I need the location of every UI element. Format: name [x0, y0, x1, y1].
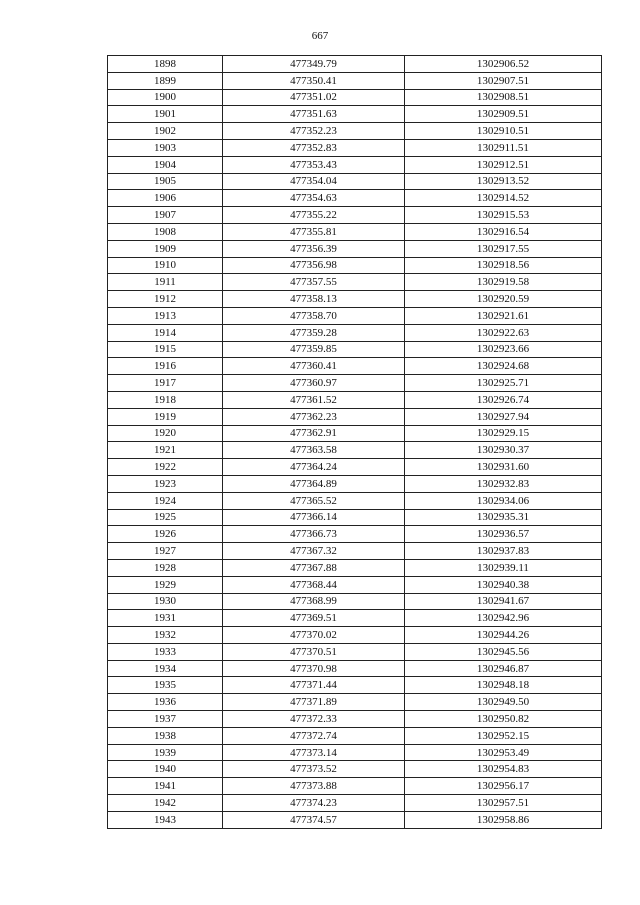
x-coordinate-cell: 477351.02 — [223, 89, 405, 106]
y-coordinate-cell: 1302929.15 — [405, 425, 602, 442]
x-coordinate-cell: 477372.33 — [223, 711, 405, 728]
table-row — [108, 391, 602, 408]
y-coordinate-cell: 1302958.86 — [405, 811, 602, 828]
x-coordinate-cell: 477354.04 — [223, 173, 405, 190]
point-number-cell: 1940 — [108, 761, 223, 778]
table-row — [108, 610, 602, 627]
y-coordinate-cell: 1302926.74 — [405, 391, 602, 408]
point-number-cell: 1916 — [108, 358, 223, 375]
table-row — [108, 207, 602, 224]
point-number-cell: 1939 — [108, 744, 223, 761]
x-coordinate-cell: 477374.23 — [223, 795, 405, 812]
x-coordinate-cell: 477354.63 — [223, 190, 405, 207]
table-row — [108, 425, 602, 442]
x-coordinate-cell: 477370.02 — [223, 627, 405, 644]
point-number-cell: 1912 — [108, 291, 223, 308]
y-coordinate-cell: 1302936.57 — [405, 526, 602, 543]
table-row — [108, 744, 602, 761]
table-row — [108, 627, 602, 644]
point-number-cell: 1899 — [108, 72, 223, 89]
x-coordinate-cell: 477372.74 — [223, 727, 405, 744]
x-coordinate-cell: 477364.89 — [223, 475, 405, 492]
x-coordinate-cell: 477373.88 — [223, 778, 405, 795]
point-number-cell: 1901 — [108, 106, 223, 123]
point-number-cell: 1910 — [108, 257, 223, 274]
x-coordinate-cell: 477369.51 — [223, 610, 405, 627]
table-row — [108, 559, 602, 576]
point-number-cell: 1923 — [108, 475, 223, 492]
x-coordinate-cell: 477374.57 — [223, 811, 405, 828]
y-coordinate-cell: 1302950.82 — [405, 711, 602, 728]
point-number-cell: 1911 — [108, 274, 223, 291]
table-row — [108, 475, 602, 492]
y-coordinate-cell: 1302941.67 — [405, 593, 602, 610]
table-row — [108, 526, 602, 543]
table-row — [108, 257, 602, 274]
x-coordinate-cell: 477356.98 — [223, 257, 405, 274]
point-number-cell: 1902 — [108, 123, 223, 140]
y-coordinate-cell: 1302956.17 — [405, 778, 602, 795]
point-number-cell: 1919 — [108, 408, 223, 425]
table-row — [108, 139, 602, 156]
x-coordinate-cell: 477362.23 — [223, 408, 405, 425]
x-coordinate-cell: 477357.55 — [223, 274, 405, 291]
x-coordinate-cell: 477351.63 — [223, 106, 405, 123]
point-number-cell: 1920 — [108, 425, 223, 442]
x-coordinate-cell: 477368.44 — [223, 576, 405, 593]
table-row — [108, 291, 602, 308]
point-number-cell: 1935 — [108, 677, 223, 694]
y-coordinate-cell: 1302916.54 — [405, 223, 602, 240]
x-coordinate-cell: 477365.52 — [223, 492, 405, 509]
table-row — [108, 492, 602, 509]
x-coordinate-cell: 477366.73 — [223, 526, 405, 543]
table-row — [108, 56, 602, 73]
page-number: 667 — [311, 30, 329, 42]
point-number-cell: 1924 — [108, 492, 223, 509]
x-coordinate-cell: 477370.98 — [223, 660, 405, 677]
x-coordinate-cell: 477355.81 — [223, 223, 405, 240]
x-coordinate-cell: 477352.23 — [223, 123, 405, 140]
y-coordinate-cell: 1302911.51 — [405, 139, 602, 156]
table-row — [108, 223, 602, 240]
x-coordinate-cell: 477362.91 — [223, 425, 405, 442]
y-coordinate-cell: 1302939.11 — [405, 559, 602, 576]
table-row — [108, 72, 602, 89]
x-coordinate-cell: 477349.79 — [223, 56, 405, 73]
point-number-cell: 1934 — [108, 660, 223, 677]
point-number-cell: 1928 — [108, 559, 223, 576]
y-coordinate-cell: 1302957.51 — [405, 795, 602, 812]
point-number-cell: 1938 — [108, 727, 223, 744]
point-number-cell: 1943 — [108, 811, 223, 828]
y-coordinate-cell: 1302930.37 — [405, 442, 602, 459]
point-number-cell: 1915 — [108, 341, 223, 358]
point-number-cell: 1903 — [108, 139, 223, 156]
point-number-cell: 1941 — [108, 778, 223, 795]
x-coordinate-cell: 477355.22 — [223, 207, 405, 224]
x-coordinate-cell: 477359.85 — [223, 341, 405, 358]
y-coordinate-cell: 1302942.96 — [405, 610, 602, 627]
x-coordinate-cell: 477359.28 — [223, 324, 405, 341]
table-body — [108, 56, 602, 829]
x-coordinate-cell: 477353.43 — [223, 156, 405, 173]
point-number-cell: 1900 — [108, 89, 223, 106]
y-coordinate-cell: 1302909.51 — [405, 106, 602, 123]
point-number-cell: 1914 — [108, 324, 223, 341]
x-coordinate-cell: 477350.41 — [223, 72, 405, 89]
x-coordinate-cell: 477367.88 — [223, 559, 405, 576]
table-row — [108, 240, 602, 257]
table-row — [108, 190, 602, 207]
x-coordinate-cell: 477373.52 — [223, 761, 405, 778]
table-row — [108, 341, 602, 358]
coordinates-table — [107, 55, 602, 829]
table-row — [108, 576, 602, 593]
x-coordinate-cell: 477364.24 — [223, 459, 405, 476]
y-coordinate-cell: 1302925.71 — [405, 375, 602, 392]
y-coordinate-cell: 1302906.52 — [405, 56, 602, 73]
point-number-cell: 1909 — [108, 240, 223, 257]
y-coordinate-cell: 1302919.58 — [405, 274, 602, 291]
point-number-cell: 1907 — [108, 207, 223, 224]
y-coordinate-cell: 1302927.94 — [405, 408, 602, 425]
point-number-cell: 1933 — [108, 643, 223, 660]
x-coordinate-cell: 477370.51 — [223, 643, 405, 660]
table-row — [108, 307, 602, 324]
y-coordinate-cell: 1302920.59 — [405, 291, 602, 308]
x-coordinate-cell: 477352.83 — [223, 139, 405, 156]
point-number-cell: 1936 — [108, 694, 223, 711]
point-number-cell: 1931 — [108, 610, 223, 627]
y-coordinate-cell: 1302944.26 — [405, 627, 602, 644]
y-coordinate-cell: 1302914.52 — [405, 190, 602, 207]
table-row — [108, 811, 602, 828]
point-number-cell: 1926 — [108, 526, 223, 543]
y-coordinate-cell: 1302935.31 — [405, 509, 602, 526]
y-coordinate-cell: 1302908.51 — [405, 89, 602, 106]
table-row — [108, 274, 602, 291]
table-row — [108, 375, 602, 392]
x-coordinate-cell: 477361.52 — [223, 391, 405, 408]
y-coordinate-cell: 1302910.51 — [405, 123, 602, 140]
y-coordinate-cell: 1302918.56 — [405, 257, 602, 274]
point-number-cell: 1913 — [108, 307, 223, 324]
table-row — [108, 677, 602, 694]
table-row — [108, 123, 602, 140]
point-number-cell: 1942 — [108, 795, 223, 812]
y-coordinate-cell: 1302946.87 — [405, 660, 602, 677]
y-coordinate-cell: 1302923.66 — [405, 341, 602, 358]
point-number-cell: 1918 — [108, 391, 223, 408]
point-number-cell: 1932 — [108, 627, 223, 644]
table-row — [108, 89, 602, 106]
point-number-cell: 1906 — [108, 190, 223, 207]
x-coordinate-cell: 477371.89 — [223, 694, 405, 711]
table-row — [108, 442, 602, 459]
y-coordinate-cell: 1302945.56 — [405, 643, 602, 660]
table-row — [108, 694, 602, 711]
y-coordinate-cell: 1302953.49 — [405, 744, 602, 761]
y-coordinate-cell: 1302913.52 — [405, 173, 602, 190]
table-row — [108, 173, 602, 190]
point-number-cell: 1929 — [108, 576, 223, 593]
x-coordinate-cell: 477358.70 — [223, 307, 405, 324]
point-number-cell: 1904 — [108, 156, 223, 173]
x-coordinate-cell: 477358.13 — [223, 291, 405, 308]
table-row — [108, 543, 602, 560]
y-coordinate-cell: 1302931.60 — [405, 459, 602, 476]
table-row — [108, 106, 602, 123]
y-coordinate-cell: 1302917.55 — [405, 240, 602, 257]
y-coordinate-cell: 1302940.38 — [405, 576, 602, 593]
y-coordinate-cell: 1302912.51 — [405, 156, 602, 173]
table-row — [108, 643, 602, 660]
x-coordinate-cell: 477367.32 — [223, 543, 405, 560]
table-row — [108, 593, 602, 610]
point-number-cell: 1927 — [108, 543, 223, 560]
x-coordinate-cell: 477371.44 — [223, 677, 405, 694]
y-coordinate-cell: 1302921.61 — [405, 307, 602, 324]
point-number-cell: 1937 — [108, 711, 223, 728]
point-number-cell: 1908 — [108, 223, 223, 240]
y-coordinate-cell: 1302937.83 — [405, 543, 602, 560]
table-row — [108, 408, 602, 425]
x-coordinate-cell: 477373.14 — [223, 744, 405, 761]
y-coordinate-cell: 1302954.83 — [405, 761, 602, 778]
table-row — [108, 324, 602, 341]
table-row — [108, 778, 602, 795]
y-coordinate-cell: 1302915.53 — [405, 207, 602, 224]
table-row — [108, 459, 602, 476]
point-number-cell: 1905 — [108, 173, 223, 190]
table-row — [108, 509, 602, 526]
point-number-cell: 1917 — [108, 375, 223, 392]
y-coordinate-cell: 1302922.63 — [405, 324, 602, 341]
y-coordinate-cell: 1302932.83 — [405, 475, 602, 492]
table-row — [108, 761, 602, 778]
y-coordinate-cell: 1302924.68 — [405, 358, 602, 375]
x-coordinate-cell: 477363.58 — [223, 442, 405, 459]
y-coordinate-cell: 1302948.18 — [405, 677, 602, 694]
table-row — [108, 795, 602, 812]
x-coordinate-cell: 477360.97 — [223, 375, 405, 392]
x-coordinate-cell: 477366.14 — [223, 509, 405, 526]
point-number-cell: 1930 — [108, 593, 223, 610]
x-coordinate-cell: 477368.99 — [223, 593, 405, 610]
y-coordinate-cell: 1302949.50 — [405, 694, 602, 711]
x-coordinate-cell: 477360.41 — [223, 358, 405, 375]
table-row — [108, 711, 602, 728]
y-coordinate-cell: 1302934.06 — [405, 492, 602, 509]
table-row — [108, 156, 602, 173]
point-number-cell: 1898 — [108, 56, 223, 73]
y-coordinate-cell: 1302907.51 — [405, 72, 602, 89]
table-row — [108, 358, 602, 375]
table-row — [108, 727, 602, 744]
x-coordinate-cell: 477356.39 — [223, 240, 405, 257]
y-coordinate-cell: 1302952.15 — [405, 727, 602, 744]
point-number-cell: 1925 — [108, 509, 223, 526]
table-row — [108, 660, 602, 677]
point-number-cell: 1921 — [108, 442, 223, 459]
point-number-cell: 1922 — [108, 459, 223, 476]
